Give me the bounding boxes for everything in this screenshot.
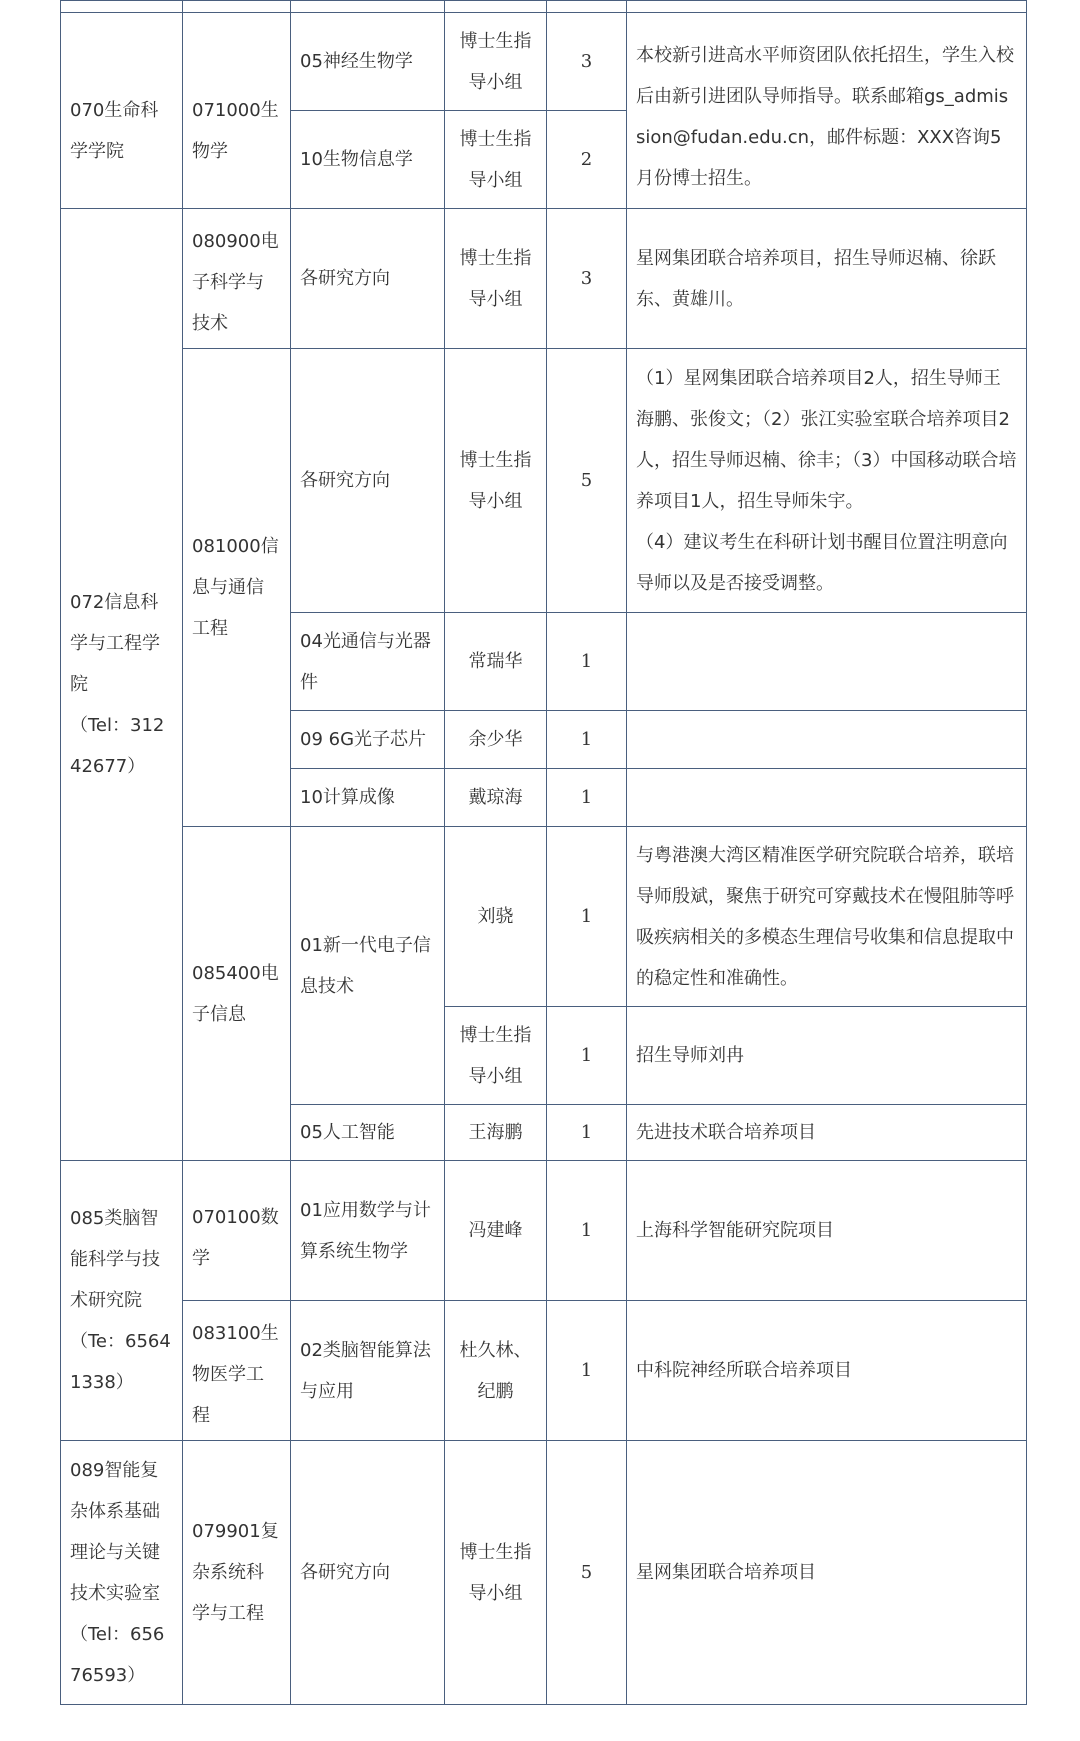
count-cell: 1 [547, 1161, 627, 1301]
department-tel: （Tel：65676593） [70, 1623, 165, 1686]
mentor-cell: 常瑞华 [445, 613, 547, 711]
direction-cell: 各研究方向 [291, 209, 445, 349]
note-text: （1）星网集团联合培养项目2人，招生导师王海鹏、张俊文；（2）张江实验室联合培养项目2人，招生导师迟楠、徐丰；（3）中国移动联合培养项目1人，招生导师朱宇。 [636, 367, 1017, 512]
direction-cell: 01应用数学与计算系统生物学 [291, 1161, 445, 1301]
direction-cell: 04光通信与光器件 [291, 613, 445, 711]
department-name: 089智能复杂体系基础理论与关键技术实验室 [70, 1459, 160, 1604]
direction-cell: 各研究方向 [291, 1441, 445, 1705]
major-cell: 079901复杂系统科学与工程 [183, 1441, 291, 1705]
table-row [61, 1441, 1027, 1705]
mentor-cell: 杜久林、纪鹏 [445, 1301, 547, 1441]
table-row [61, 1161, 1027, 1301]
count-cell: 1 [547, 711, 627, 769]
direction-cell: 10生物信息学 [291, 111, 445, 209]
count-cell: 1 [547, 613, 627, 711]
direction-cell: 09 6G光子芯片 [291, 711, 445, 769]
department-cell [61, 1161, 183, 1441]
note-cell: 与粤港澳大湾区精准医学研究院联合培养，联培导师殷斌，聚焦于研究可穿戴技术在慢阻肺等呼吸疾病相关的多模态生理信号收集和信息提取中的稳定性和准确性。 [627, 827, 1027, 1007]
department-tel: （Te：65641338） [70, 1331, 171, 1393]
major-cell: 071000生物学 [183, 13, 291, 209]
count-cell: 1 [547, 1007, 627, 1105]
note-cell: 本校新引进高水平师资团队依托招生，学生入校后由新引进团队导师指导。联系邮箱gs_admission@fudan.edu.cn，邮件标题：XXX咨询5月份博士招生。 [627, 13, 1027, 209]
mentor-cell: 博士生指导小组 [445, 1007, 547, 1105]
table-row [61, 209, 1027, 349]
department-name: 072信息科学与工程学院 [70, 592, 160, 695]
mentor-cell: 余少华 [445, 711, 547, 769]
major-cell: 085400电子信息 [183, 827, 291, 1161]
count-cell: 5 [547, 349, 627, 613]
direction-cell: 05人工智能 [291, 1105, 445, 1161]
note-cell: 中科院神经所联合培养项目 [627, 1301, 1027, 1441]
note-cell [627, 349, 1027, 613]
note-cell [627, 613, 1027, 711]
count-cell: 5 [547, 1441, 627, 1705]
count-cell: 3 [547, 209, 627, 349]
count-cell: 2 [547, 111, 627, 209]
note-cell: 招生导师刘冉 [627, 1007, 1027, 1105]
note-text: （4）建议考生在科研计划书醒目位置注明意向导师以及是否接受调整。 [636, 531, 1008, 594]
mentor-cell: 王海鹏 [445, 1105, 547, 1161]
major-cell: 080900电子科学与技术 [183, 209, 291, 349]
department-name: 085类脑智能科学与技术研究院 [70, 1208, 160, 1311]
count-cell: 3 [547, 13, 627, 111]
direction-cell: 10计算成像 [291, 769, 445, 827]
direction-cell: 01新一代电子信息技术 [291, 827, 445, 1105]
count-cell: 1 [547, 1105, 627, 1161]
note-cell: 上海科学智能研究院项目 [627, 1161, 1027, 1301]
mentor-cell: 博士生指导小组 [445, 209, 547, 349]
direction-cell: 05神经生物学 [291, 13, 445, 111]
mentor-cell: 戴琼海 [445, 769, 547, 827]
table-row [61, 1301, 1027, 1441]
major-cell: 081000信息与通信工程 [183, 349, 291, 827]
major-cell: 083100生物医学工程 [183, 1301, 291, 1441]
note-cell [627, 711, 1027, 769]
note-cell: 先进技术联合培养项目 [627, 1105, 1027, 1161]
enrollment-plan-document [60, 0, 1026, 1712]
mentor-cell: 博士生指导小组 [445, 111, 547, 209]
mentor-cell: 博士生指导小组 [445, 1441, 547, 1705]
major-cell: 070100数学 [183, 1161, 291, 1301]
note-cell: 星网集团联合培养项目 [627, 1441, 1027, 1705]
table-row [61, 1, 1027, 13]
mentor-cell: 博士生指导小组 [445, 13, 547, 111]
department-cell: 070生命科学学院 [61, 13, 183, 209]
direction-cell: 02类脑智能算法与应用 [291, 1301, 445, 1441]
note-cell [627, 769, 1027, 827]
table-row [61, 827, 1027, 1007]
note-cell: 星网集团联合培养项目，招生导师迟楠、徐跃东、黄雄川。 [627, 209, 1027, 349]
department-cell [61, 1441, 183, 1705]
mentor-cell: 博士生指导小组 [445, 349, 547, 613]
department-cell [61, 209, 183, 1161]
direction-cell: 各研究方向 [291, 349, 445, 613]
count-cell: 1 [547, 827, 627, 1007]
count-cell: 1 [547, 1301, 627, 1441]
enrollment-plan-table [60, 0, 1027, 1705]
mentor-cell: 刘骁 [445, 827, 547, 1007]
table-row [61, 13, 1027, 111]
mentor-cell: 冯建峰 [445, 1161, 547, 1301]
department-tel: （Tel：31242677） [70, 715, 165, 777]
table-row [61, 349, 1027, 613]
count-cell: 1 [547, 769, 627, 827]
